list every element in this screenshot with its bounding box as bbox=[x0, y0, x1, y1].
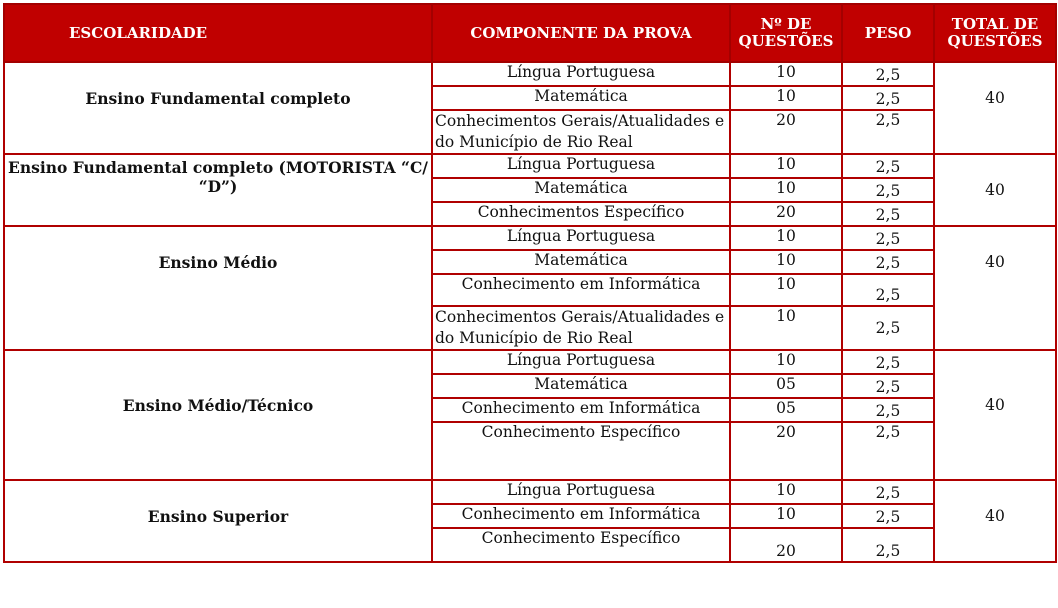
level-cell: Ensino Médio bbox=[4, 226, 432, 350]
component-cell: Conhecimento em Informática bbox=[432, 504, 730, 528]
table-row bbox=[4, 480, 1056, 504]
questions-cell: 10 bbox=[730, 480, 842, 504]
component-cell: Matemática bbox=[432, 86, 730, 110]
questions-cell: 10 bbox=[730, 226, 842, 250]
weight-cell: 2,5 bbox=[842, 504, 934, 528]
questions-cell: 10 bbox=[730, 86, 842, 110]
weight-cell: 2,5 bbox=[842, 422, 934, 480]
questions-cell: 20 bbox=[730, 202, 842, 226]
weight-cell: 2,5 bbox=[842, 398, 934, 422]
questions-cell: 10 bbox=[730, 350, 842, 374]
component-cell: Conhecimentos Gerais/Atualidades e do Município de Rio Real bbox=[432, 110, 730, 154]
header-peso: PESO bbox=[842, 4, 934, 62]
component-cell: Conhecimentos Gerais/Atualidades e do Município de Rio Real bbox=[432, 306, 730, 350]
weight-cell: 2,5 bbox=[842, 62, 934, 86]
total-cell: 40 bbox=[934, 350, 1056, 480]
level-cell: Ensino Fundamental completo bbox=[4, 62, 432, 154]
weight-cell: 2,5 bbox=[842, 202, 934, 226]
total-cell: 40 bbox=[934, 62, 1056, 154]
questions-cell: 10 bbox=[730, 250, 842, 274]
weight-cell: 2,5 bbox=[842, 480, 934, 504]
questions-cell: 20 bbox=[730, 110, 842, 154]
questions-cell: 10 bbox=[730, 504, 842, 528]
table-row bbox=[4, 350, 1056, 374]
questions-cell: 05 bbox=[730, 398, 842, 422]
component-cell: Conhecimento Específico bbox=[432, 422, 730, 480]
table-row bbox=[4, 154, 1056, 178]
questions-cell: 05 bbox=[730, 374, 842, 398]
questions-cell: 10 bbox=[730, 306, 842, 350]
component-cell: Língua Portuguesa bbox=[432, 226, 730, 250]
component-cell: Língua Portuguesa bbox=[432, 480, 730, 504]
weight-cell: 2,5 bbox=[842, 374, 934, 398]
weight-cell: 2,5 bbox=[842, 250, 934, 274]
questions-cell: 10 bbox=[730, 178, 842, 202]
exam-structure-table bbox=[3, 3, 1057, 563]
level-cell: Ensino Médio/Técnico bbox=[4, 350, 432, 480]
total-cell: 40 bbox=[934, 154, 1056, 226]
questions-cell: 20 bbox=[730, 528, 842, 562]
weight-cell: 2,5 bbox=[842, 86, 934, 110]
component-cell: Conhecimentos Específico bbox=[432, 202, 730, 226]
questions-cell: 10 bbox=[730, 154, 842, 178]
weight-cell: 2,5 bbox=[842, 306, 934, 350]
weight-cell: 2,5 bbox=[842, 274, 934, 306]
questions-cell: 10 bbox=[730, 62, 842, 86]
total-cell: 40 bbox=[934, 226, 1056, 350]
weight-cell: 2,5 bbox=[842, 226, 934, 250]
level-cell: Ensino Fundamental completo (MOTORISTA “C/ “D”) bbox=[4, 154, 432, 226]
header-escolaridade: ESCOLARIDADE bbox=[4, 4, 432, 62]
questions-cell: 20 bbox=[730, 422, 842, 480]
header-componente: COMPONENTE DA PROVA bbox=[432, 4, 730, 62]
table-row bbox=[4, 62, 1056, 86]
component-cell: Conhecimento em Informática bbox=[432, 274, 730, 306]
header-total: TOTAL DE QUESTÕES bbox=[934, 4, 1056, 62]
weight-cell: 2,5 bbox=[842, 528, 934, 562]
total-cell: 40 bbox=[934, 480, 1056, 562]
weight-cell: 2,5 bbox=[842, 110, 934, 154]
table-row bbox=[4, 226, 1056, 250]
component-cell: Matemática bbox=[432, 178, 730, 202]
component-cell: Matemática bbox=[432, 250, 730, 274]
weight-cell: 2,5 bbox=[842, 178, 934, 202]
component-cell: Conhecimento em Informática bbox=[432, 398, 730, 422]
component-cell: Matemática bbox=[432, 374, 730, 398]
component-cell: Língua Portuguesa bbox=[432, 350, 730, 374]
weight-cell: 2,5 bbox=[842, 154, 934, 178]
component-cell: Conhecimento Específico bbox=[432, 528, 730, 562]
header-questoes: Nº DE QUESTÕES bbox=[730, 4, 842, 62]
header-row bbox=[4, 4, 1056, 62]
questions-cell: 10 bbox=[730, 274, 842, 306]
level-cell: Ensino Superior bbox=[4, 480, 432, 562]
weight-cell: 2,5 bbox=[842, 350, 934, 374]
component-cell: Língua Portuguesa bbox=[432, 154, 730, 178]
component-cell: Língua Portuguesa bbox=[432, 62, 730, 86]
